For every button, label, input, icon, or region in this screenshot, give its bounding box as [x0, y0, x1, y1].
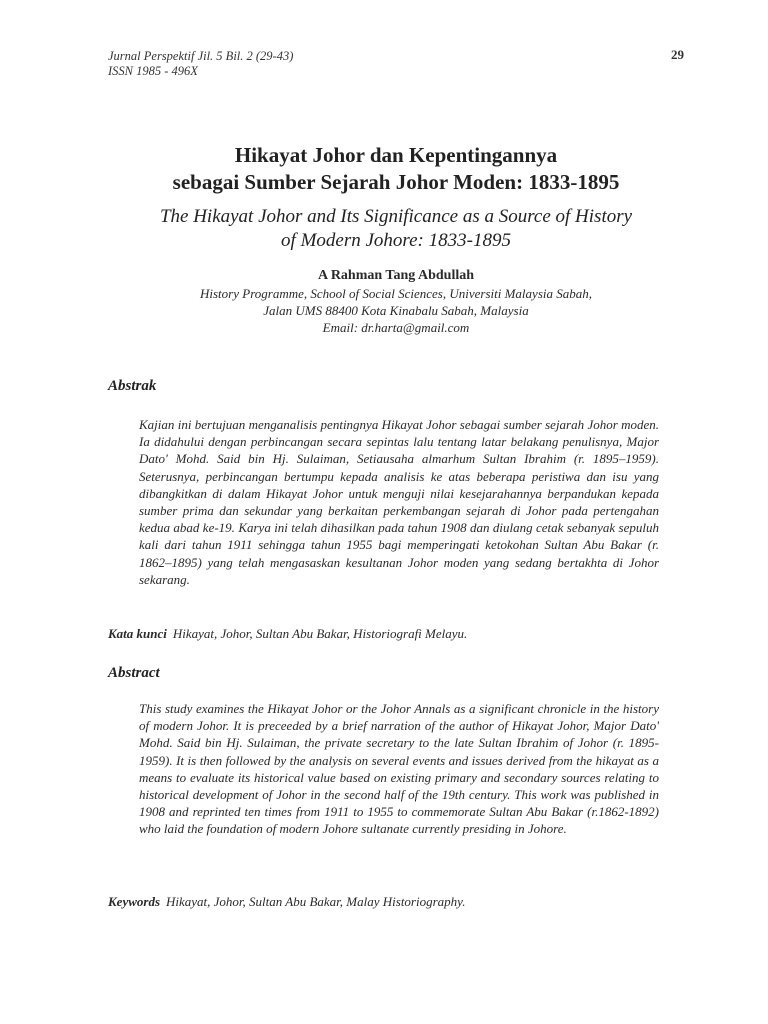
malay-title-line-2: sebagai Sumber Sejarah Johor Moden: 1833-1895 [172, 170, 620, 194]
kata-kunci-line [108, 626, 467, 642]
keywords-line [108, 894, 465, 910]
journal-citation: Jurnal Perspektif Jil. 5 Bil. 2 (29-43) [108, 49, 294, 63]
abstrak-heading: Abstrak [108, 378, 157, 394]
english-title-line-1: The Hikayat Johor and Its Significance as a Source of History [159, 206, 633, 227]
english-title-line-2: of Modern Johore: 1833-1895 [281, 230, 511, 251]
malay-title-line-1: Hikayat Johor dan Kepentingannya [234, 143, 558, 167]
english-title [96, 205, 696, 253]
kata-kunci-text: Hikayat, Johor, Sultan Abu Bakar, Historiografi Melayu. [172, 626, 468, 641]
kata-kunci-label: Kata kunci [108, 626, 167, 641]
author-name: A Rahman Tang Abdullah [317, 268, 475, 283]
affiliation-line-2: Jalan UMS 88400 Kota Kinabalu Sabah, Malaysia [263, 303, 529, 318]
author-email: Email: dr.harta@gmail.com [322, 320, 470, 335]
keywords-text: Hikayat, Johor, Sultan Abu Bakar, Malay Historiography. [166, 894, 466, 909]
abstrak-body: Kajian ini bertujuan menganalisis pentingnya Hikayat Johor sebagai sumber sejarah Johor moden. Ia didahului dengan perbincangan secara sepintas lalu tentang latar belakang penulisnya, Major Dato' Mohd. Said bin Hj. Sulaiman, Setiausaha almarhum Sultan Ibrahim (r. 1895–1959). Seterusnya, perbincangan bertumpu kepada analisis ke atas beberapa peristiwa dan isu yang dibangkitkan di dalam Hikayat Johor untuk menguji nilai kesejarahannya berpandukan kepada sumber prima dan sekundar yang berkaitan perkembangan sejarah di Johor pada pertengahan kedua abad ke-19. Karya ini telah dihasilkan pada tahun 1908 dan diulang cetak sebanyak sepuluh kali dari tahun 1911 sehingga tahun 1955 bagi memperingati ketokohan Sultan Abu Bakar (r. 1862–1895) yang telah mengasaskan kesultanan Johor moden yang sedang bertakhta di Johor sekarang. [139, 417, 659, 587]
abstract-body: This study examines the Hikayat Johor or the Johor Annals as a significant chronicle in the history of modern Johor. It is preceeded by a brief narration of the author of Hikayat Johor, Major Dato' Mohd. Said bin Hj. Sulaiman, the private secretary to the late Sultan Ibrahim of Johor (r. 1895-1959). It is then followed by the analysis on several events and issues derived from the hikayat as a means to evaluate its historical value based on existing primary and secondary sources relating to historical development of Johor in the second half of the 19th century. This work was published in 1908 and reprinted ten times from 1911 to 1955 to commemorate Sultan Abu Bakar (r.1862-1892) who laid the foundation of modern Johore sultanate currently presiding in Johore. [139, 701, 659, 837]
journal-header [108, 49, 293, 79]
keywords-label: Keywords [108, 894, 160, 909]
affiliation-line-1: History Programme, School of Social Sciences, Universiti Malaysia Sabah, [200, 286, 592, 301]
page-number: 29 [671, 47, 684, 62]
abstract-heading: Abstract [108, 665, 160, 681]
author-block [96, 266, 696, 336]
malay-title [96, 142, 696, 196]
issn: ISSN 1985 - 496X [108, 64, 198, 78]
